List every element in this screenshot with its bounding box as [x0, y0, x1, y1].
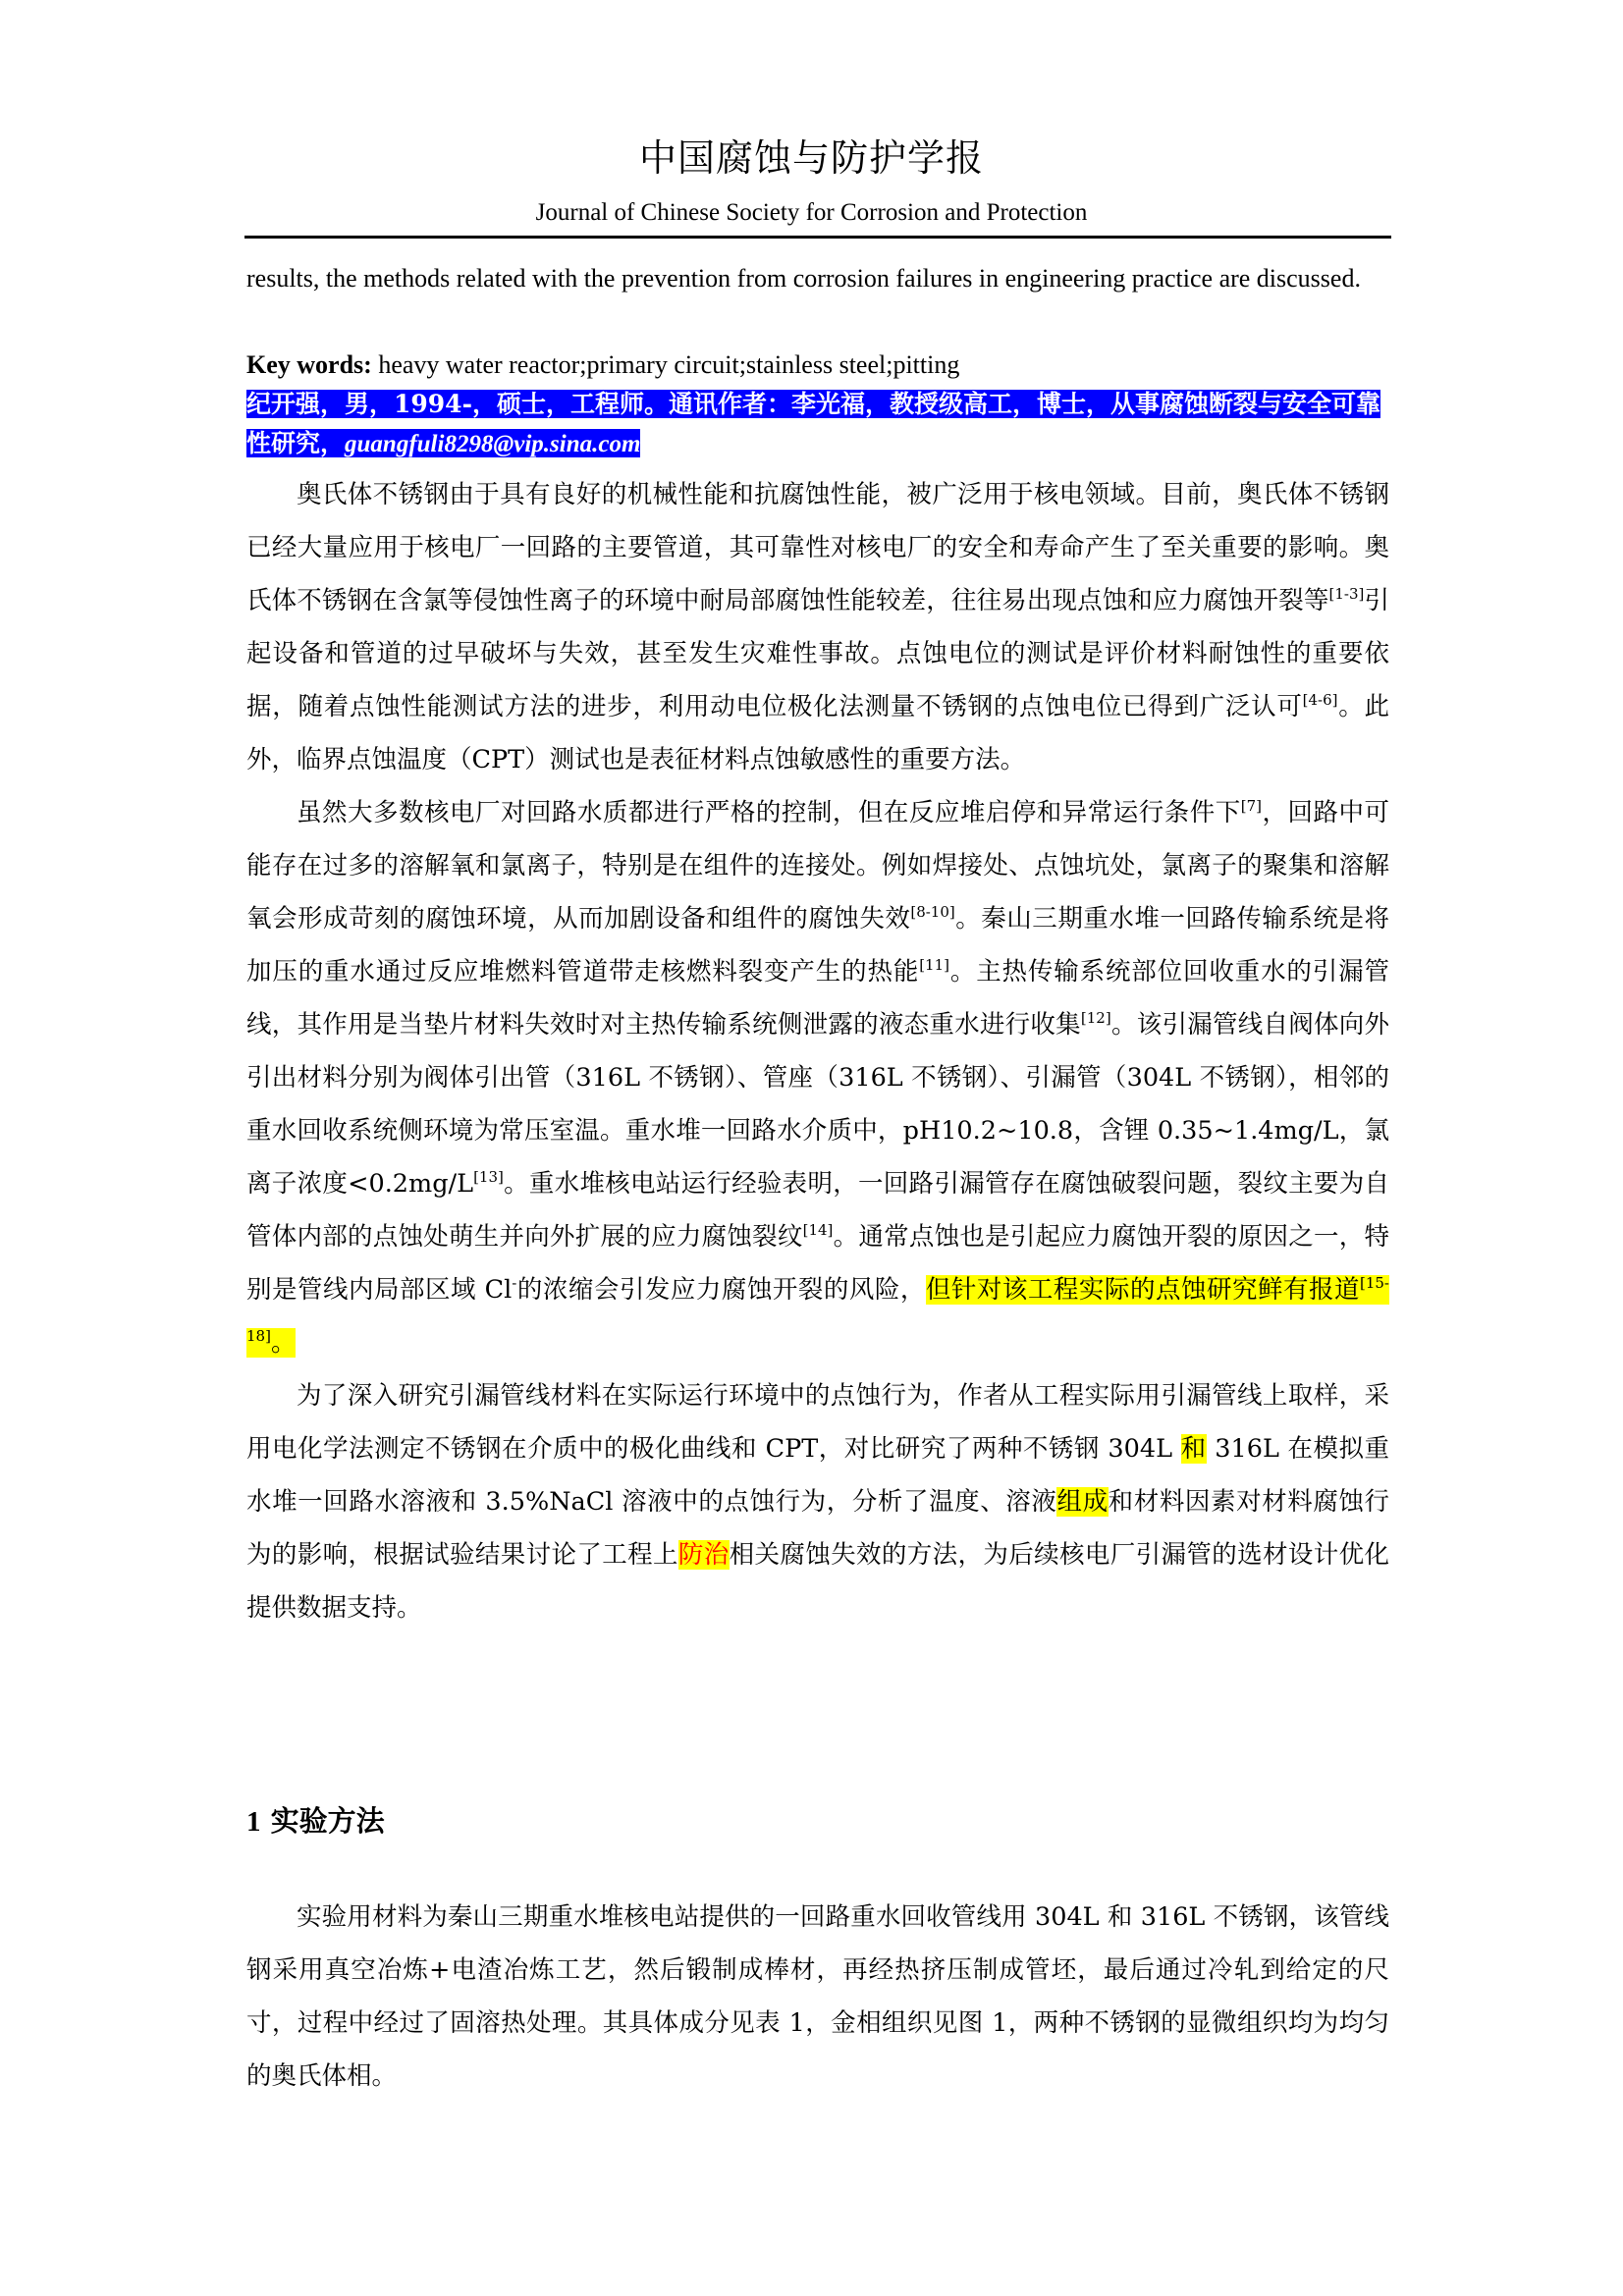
citation: [12] — [1080, 1009, 1111, 1027]
citation: [8-10] — [910, 903, 955, 921]
citation: [13] — [473, 1168, 504, 1186]
citation: [7] — [1240, 797, 1263, 815]
citation: [11] — [919, 956, 949, 974]
citation: [15-18] — [246, 1274, 1389, 1345]
superscript-minus: - — [512, 1274, 517, 1292]
section-heading — [246, 1799, 1389, 1840]
highlighted-text: 但针对该工程实际的点蚀研究鲜有报道[15-18]。 — [246, 1274, 1389, 1358]
highlighted-text: 和 — [1180, 1434, 1207, 1464]
methods-paragraph-1: 实验用材料为秦山三期重水堆核电站提供的一回路重水回收管线用 304L 和 316L 不锈钢，该管线钢采用真空冶炼+电渣冶炼工艺，然后锻制成棒材，再经热挤压制成管坯，最后通过冷轧到给定的尺寸，过程中经过了固溶热处理。其具体成分见表 1，金相组织见图 1，两种不锈钢的显微组织均为均匀的奥氏体相。 — [246, 1902, 1389, 2091]
citation: [1-3] — [1328, 585, 1365, 603]
author-note — [246, 385, 1389, 464]
keywords — [246, 344, 1389, 387]
intro-paragraph-1: 奥氏体不锈钢由于具有良好的机械性能和抗腐蚀性能，被广泛用于核电领域。目前，奥氏体不锈钢已经大量应用于核电厂一回路的主要管道，其可靠性对核电厂的安全和寿命产生了至关重要的影响。奥氏体不锈钢在含氯等侵蚀性离子的环境中耐局部腐蚀性能较差，往往易出现点蚀和应力腐蚀开裂等[1-3]引起设备和管道的过早破坏与失效，甚至发生灾难性事故。点蚀电位的测试是评价材料耐蚀性的重要依据，随着点蚀性能测试方法的进步，利用动电位极化法测量不锈钢的点蚀电位已得到广泛认可[4-6]。此外，临界点蚀温度（CPT）测试也是表征材料点蚀敏感性的重要方法。 — [246, 480, 1389, 774]
journal-title-cn: 中国腐蚀与防护学报 — [638, 136, 984, 180]
intro-paragraph-3: 为了深入研究引漏管线材料在实际运行环境中的点蚀行为，作者从工程实际用引漏管线上取样，采用电化学法测定不锈钢在介质中的极化曲线和 CPT，对比研究了两种不锈钢 304L 和 316L 在模拟重水堆一回路水溶液和 3.5%NaCl 溶液中的点蚀行为，分析了温度、溶液组成和材料因素对材料腐蚀行为的影响，根据试验结果讨论了工程上防治相关腐蚀失效的方法，为后续核电厂引漏管的选材设计优化提供数据支持。 — [246, 1381, 1389, 1623]
author-note-text: 纪开强，男，1994-，硕士，工程师。通讯作者：李光福，教授级高工，博士，从事腐蚀断裂与安全可靠性研究，guangfuli8298@vip.sina.com — [246, 390, 1380, 457]
section-title: 实验方法 — [270, 1804, 385, 1838]
abstract-text: results, the methods related with the prevention from corrosion failures in engineering practice are discussed. — [246, 264, 1361, 293]
section-number: 1 — [246, 1806, 261, 1838]
section-1-body — [246, 1891, 1389, 2103]
citation: [4-6] — [1302, 691, 1338, 709]
keywords-value: heavy water reactor;primary circuit;stainless steel;pitting — [371, 350, 960, 379]
intro-paragraph-2: 虽然大多数核电厂对回路水质都进行严格的控制，但在反应堆启停和异常运行条件下[7]，回路中可能存在过多的溶解氧和氯离子，特别是在组件的连接处。例如焊接处、点蚀坑处，氯离子的聚集和溶解氧会形成苛刻的腐蚀环境，从而加剧设备和组件的腐蚀失效[8-10]。秦山三期重水堆一回路传输系统是将加压的重水通过反应堆燃料管道带走核燃料裂变产生的热能[11]。主热传输系统部位回收重水的引漏管线，其作用是当垫片材料失效时对主热传输系统侧泄露的液态重水进行收集[12]。该引漏管线自阀体向外引出材料分别为阀体引出管（316L 不锈钢）、管座（316L 不锈钢）、引漏管（304L 不锈钢），相邻的重水回收系统侧环境为常压室温。重水堆一回路水介质中，pH10.2~10.8，含锂 0.35~1.4mg/L，氯离子浓度<0.2mg/L[13]。重水堆核电站运行经验表明，一回路引漏管存在腐蚀破裂问题，裂纹主要为自管体内部的点蚀处萌生并向外扩展的应力腐蚀裂纹[14]。通常点蚀也是引起应力腐蚀开裂的原因之一，特别是管线内局部区域 Cl-的浓缩会引发应力腐蚀开裂的风险，但针对该工程实际的点蚀研究鲜有报道[15-18]。 — [246, 797, 1389, 1358]
author-email: guangfuli8298@vip.sina.com — [345, 431, 641, 457]
abstract-tail — [246, 257, 1389, 300]
keywords-label: Key words: — [246, 350, 372, 379]
introduction — [246, 468, 1389, 1634]
highlighted-text: 组成 — [1056, 1487, 1109, 1517]
header-divider — [244, 236, 1391, 239]
journal-title-en: Journal of Chinese Society for Corrosion and Protection — [535, 199, 1088, 226]
citation: [14] — [802, 1221, 834, 1239]
highlighted-text-red: 防治 — [677, 1540, 730, 1570]
